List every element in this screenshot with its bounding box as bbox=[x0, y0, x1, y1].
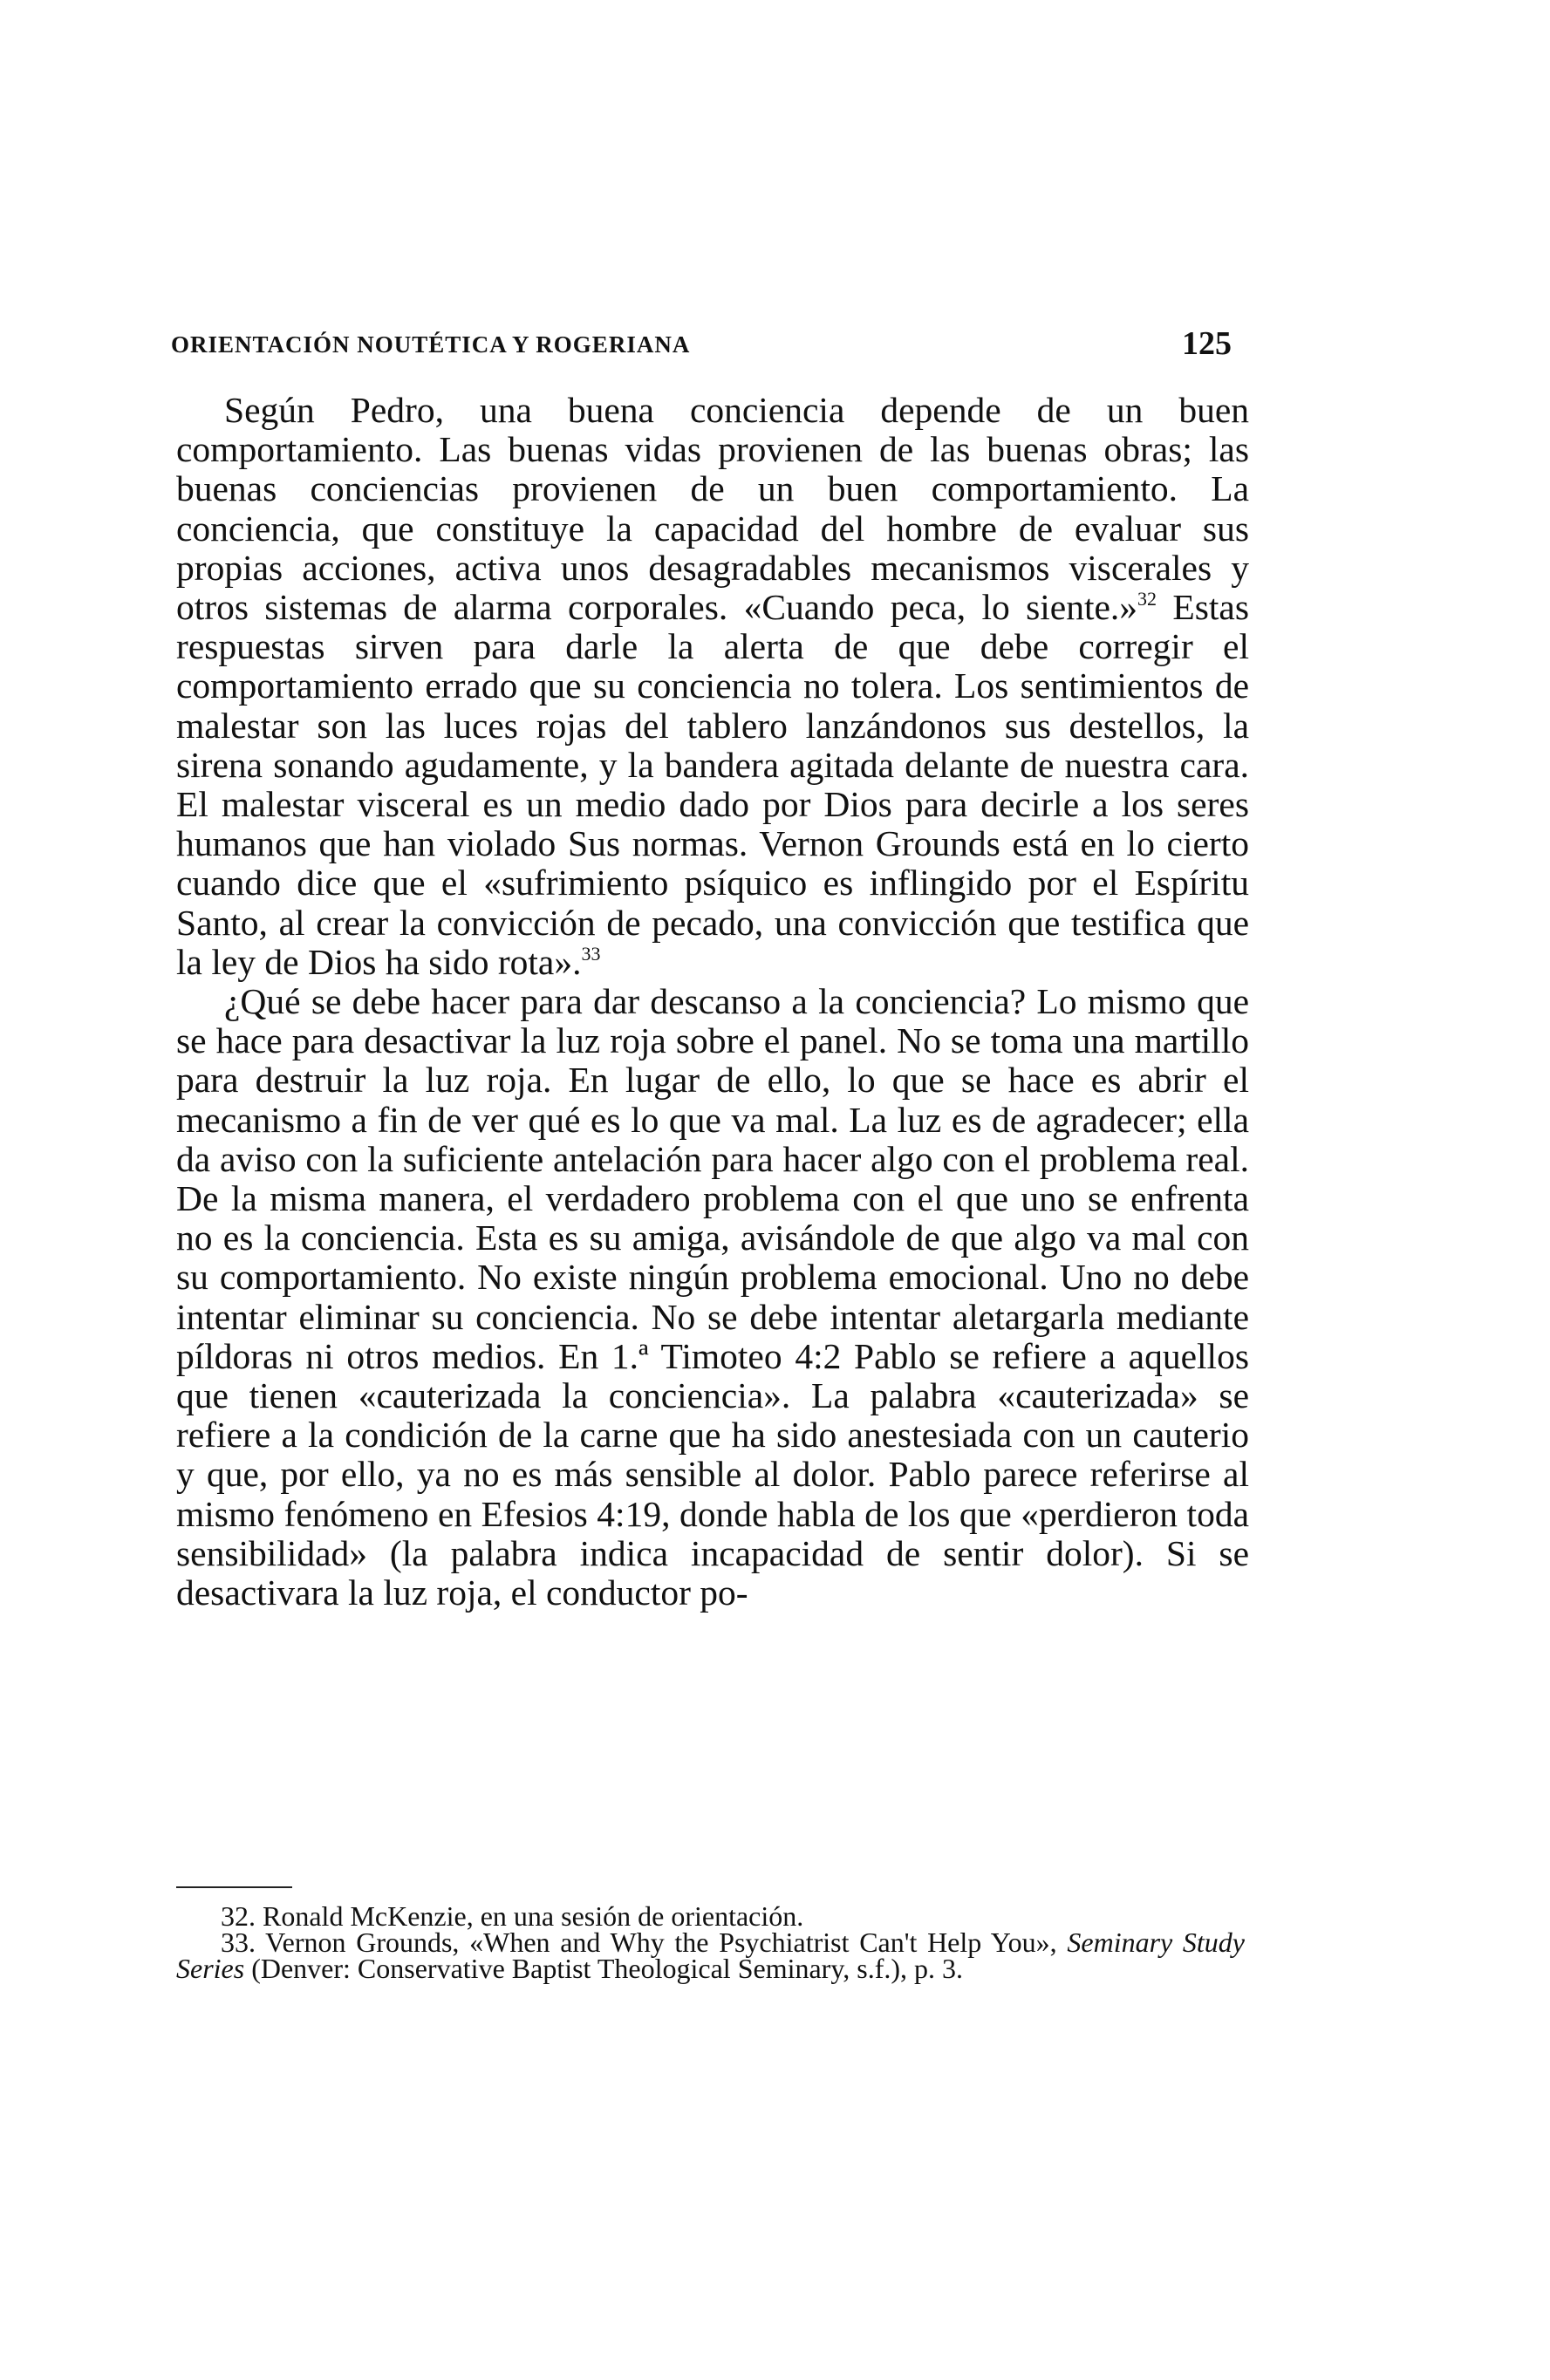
footnotes bbox=[176, 1900, 1246, 1984]
paragraph-text: Estas respuestas sirven para darle la alerta de que debe corregir el comportamiento errado que su conciencia no tolera. Los sentimientos de malestar son las luces rojas del tablero lanzándonos sus destellos, la sirena sonando agudamente, y la bandera agitada delante de nuestra cara. El malestar visceral es un medio dado por Dios para decirle a los seres humanos que han violado Sus normas. Vernon Grounds está en lo cierto cuando dice que el «sufrimiento psíquico es inflingido por el Espíritu Santo, al crear la convicción de pecado, una convicción que testifica que la ley de Dios ha sido rota». bbox=[176, 587, 1249, 982]
footnote-series-title: Seminary Study Series bbox=[176, 1927, 1246, 1984]
paragraph-red-light bbox=[176, 982, 1249, 1613]
paragraph-conscience-behavior bbox=[176, 391, 1249, 982]
paragraph-text: Según Pedro, una buena conciencia depende de un buen comportamiento. Las buenas vidas provienen de las buenas obras; las buenas conciencias provienen de un buen comportamiento. La conciencia, que constituye la capacidad del hombre de evaluar sus propias acciones, activa unos desagradables mecanismos viscerales y otros sistemas de alarma corporales. «Cuando peca, lo siente.» bbox=[176, 390, 1249, 628]
footnote-divider bbox=[176, 1886, 292, 1888]
footnote-ref-32: 32 bbox=[1137, 588, 1157, 610]
running-header bbox=[171, 324, 1232, 368]
footnote-text: 33. Vernon Grounds, «When and Why the Psychiatrist Can't Help You», bbox=[221, 1927, 1068, 1958]
footnote-ref-33: 33 bbox=[581, 942, 601, 965]
footnote-33 bbox=[176, 1927, 1246, 1984]
paragraph-text: ¿Qué se debe hacer para dar descanso a la conciencia? Lo mismo que se hace para desactivar la luz roja sobre el panel. No se toma una martillo para destruir la luz roja. En lugar de ello, lo que se hace es abrir el mecanismo a fin de ver qué es lo que va mal. La luz es de agradecer; ella da aviso con la suficiente antelación para hacer algo con el problema real. De la misma manera, el verdadero problema con el que uno se enfrenta no es la conciencia. Esta es su amiga, avisándole de que algo va mal con su comportamiento. No existe ningún problema emocional. Uno no debe intentar eliminar su conciencia. No se debe intentar aletargarla mediante píldoras ni otros medios. En 1.ª Timoteo 4:2 Pablo se refiere a aquellos que tienen «cauterizada la conciencia». La palabra «cauterizada» se refiere a la condición de la carne que ha sido anestesiada con un cauterio y que, por ello, ya no es más sensible al dolor. Pablo parece referirse al mismo fenómeno en Efesios 4:19, donde habla de los que «perdieron toda sensibilidad» (la palabra indica incapacidad de sentir dolor). Si se desactivara la luz roja, el conductor po- bbox=[176, 981, 1249, 1613]
footnote-text: (Denver: Conservative Baptist Theological Seminary, s.f.), p. 3. bbox=[244, 1953, 964, 1984]
body-text bbox=[176, 391, 1249, 1613]
running-title: ORIENTACIÓN NOUTÉTICA Y ROGERIANA bbox=[171, 331, 691, 358]
footnote-32: 32. Ronald McKenzie, en una sesión de orientación. bbox=[221, 1900, 804, 1932]
page-number: 125 bbox=[1182, 325, 1232, 362]
